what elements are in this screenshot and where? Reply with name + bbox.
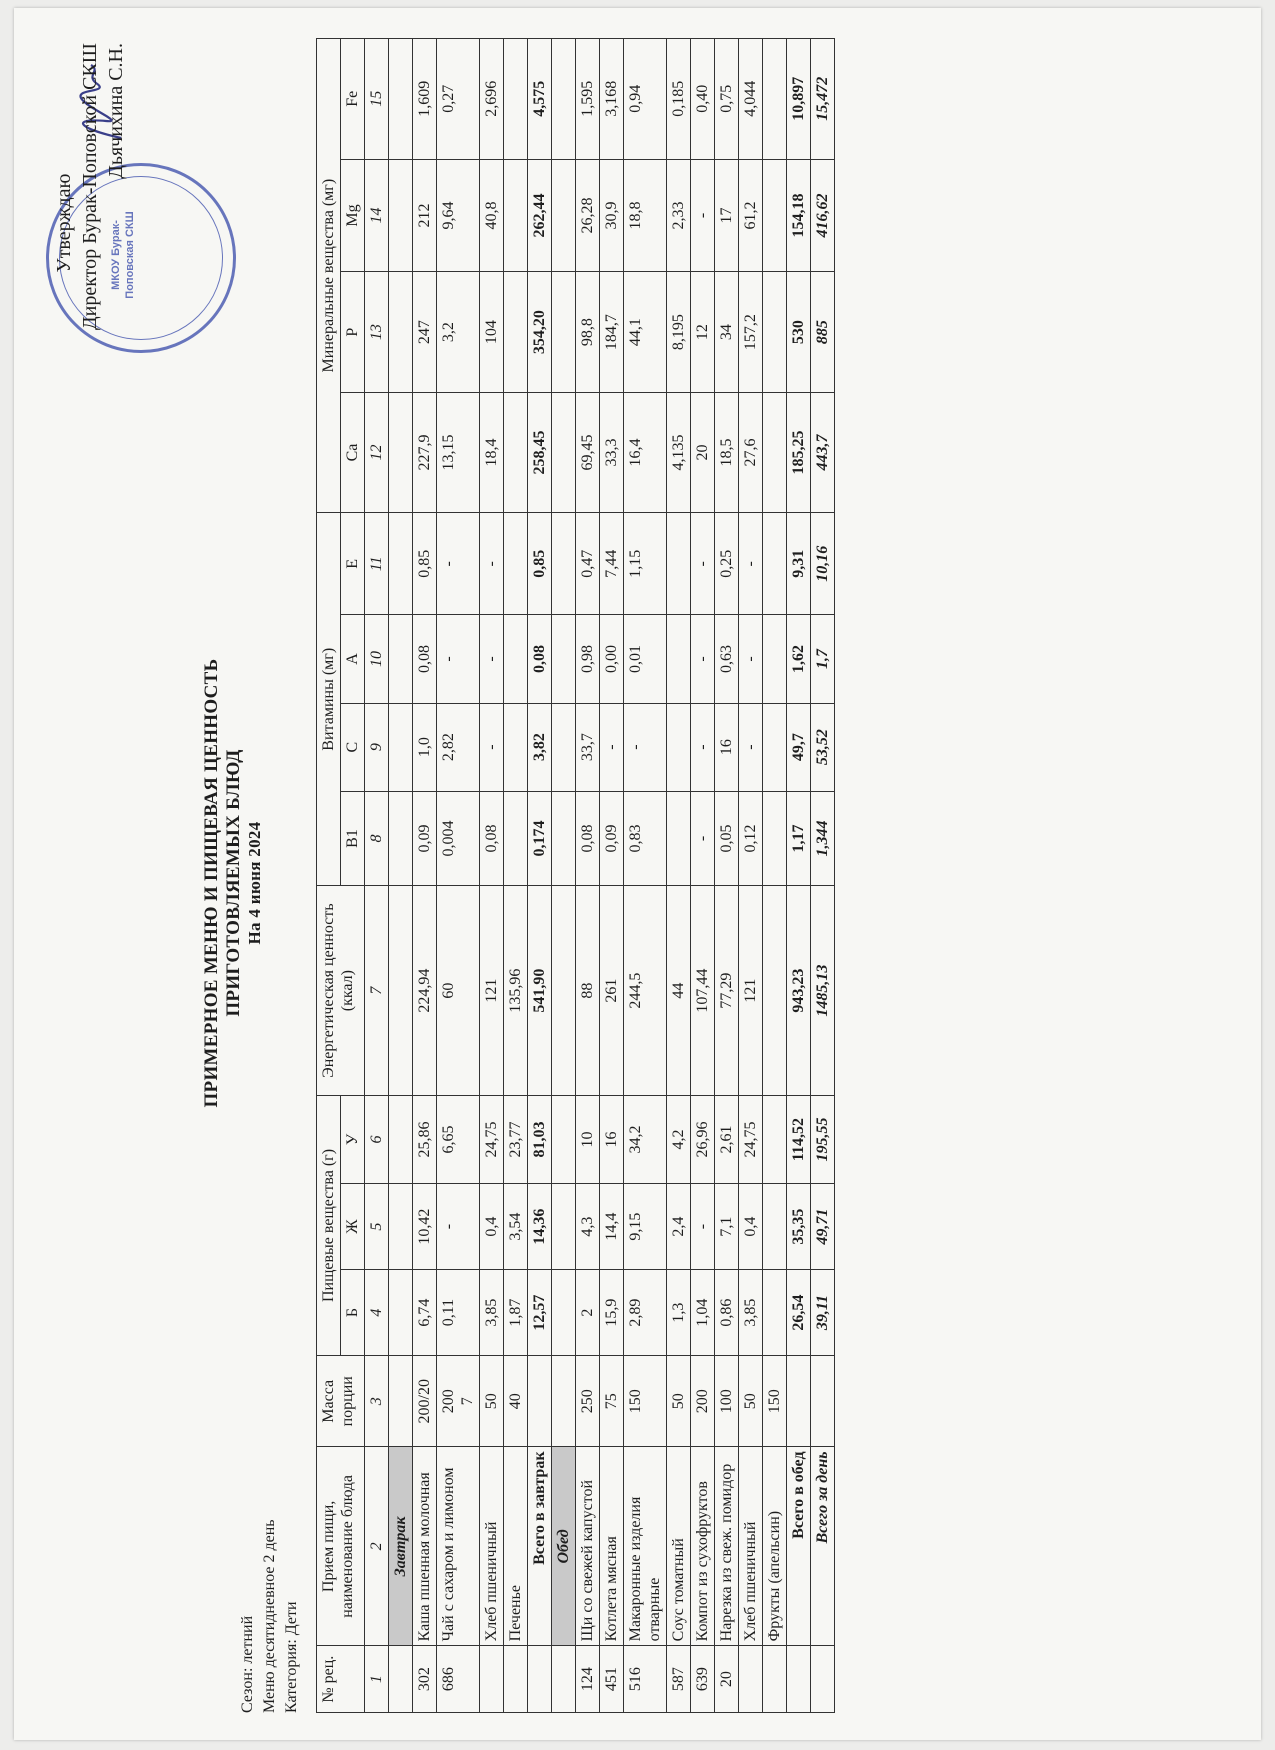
value-cell [504,791,528,886]
value-cell: 200 [691,1356,715,1447]
value-cell: 18,5 [715,392,739,512]
value-cell: 250 [576,1356,600,1447]
value-cell: - [691,791,715,886]
value-cell [667,513,691,615]
recipe-number: 516 [624,1646,667,1713]
recipe-number: 686 [437,1646,480,1713]
value-cell: 0,12 [739,791,763,886]
value-cell: 150 [624,1356,667,1447]
value-cell: 23,77 [504,1095,528,1183]
value-cell: 8,195 [667,272,691,392]
total-value: 114,52 [787,1095,811,1183]
dish-name: Котлета мясная [600,1447,624,1646]
value-cell: 2,4 [667,1184,691,1270]
header-minerals: Минеральные вещества (мг) [317,39,341,513]
total-value: 0,174 [528,791,552,886]
value-cell: - [480,513,504,615]
recipe-number [763,1646,787,1713]
value-cell: 2,33 [667,159,691,272]
section-header-row [552,39,576,1713]
value-cell: - [437,513,480,615]
header-mass: Масса порции [317,1356,365,1447]
day-total-value: 10,16 [811,513,835,615]
table-row [667,39,691,1713]
value-cell: 0,08 [413,615,437,703]
value-cell: - [691,703,715,791]
value-cell: 4,3 [576,1184,600,1270]
column-index-cell: 9 [365,703,389,791]
value-cell: 0,11 [437,1270,480,1356]
doc-date: На 4 июня 2024 [245,821,264,945]
nutrition-table [316,38,835,1713]
value-cell: 27,6 [739,392,763,512]
dish-name: Макаронные изделия отварные [624,1447,667,1646]
value-cell [763,703,787,791]
header-p: P [341,272,365,392]
value-cell: 26,28 [576,159,600,272]
value-cell: 18,8 [624,159,667,272]
value-cell [504,272,528,392]
total-label: Всего в обед [787,1447,811,1646]
value-cell: 4,2 [667,1095,691,1183]
value-cell: 0,75 [715,39,739,160]
dish-name: Каша пшенная молочная [413,1447,437,1646]
value-cell: 0,94 [624,39,667,160]
value-cell: 261 [600,886,624,1096]
recipe-number [739,1646,763,1713]
header-e: E [341,513,365,615]
section-total-row [787,39,811,1713]
value-cell: 0,08 [480,791,504,886]
value-cell: 20 [691,392,715,512]
value-cell: 0,09 [600,791,624,886]
dish-name: Фрукты (апельсин) [763,1447,787,1646]
column-index-cell: 15 [365,39,389,160]
value-cell: 244,5 [624,886,667,1096]
day-total-value: 53,52 [811,703,835,791]
value-cell: 0,4 [739,1184,763,1270]
doc-title-line1: ПРИМЕРНОЕ МЕНЮ И ПИЩЕВАЯ ЦЕННОСТЬ [201,658,222,1108]
total-value: 3,82 [528,703,552,791]
value-cell: 3,54 [504,1184,528,1270]
value-cell: 12 [691,272,715,392]
header-rec-no: № рец. [317,1646,365,1713]
value-cell: - [437,615,480,703]
value-cell: - [480,615,504,703]
day-total-value: 1,7 [811,615,835,703]
value-cell: 6,74 [413,1270,437,1356]
total-value: 1,17 [787,791,811,886]
value-cell [504,39,528,160]
value-cell: 77,29 [715,886,739,1096]
recipe-number [480,1646,504,1713]
value-cell [763,159,787,272]
value-cell: 16 [715,703,739,791]
column-index-cell: 13 [365,272,389,392]
approval-name: Дьячихина С.Н. [105,43,127,179]
value-cell [667,615,691,703]
value-cell: 227,9 [413,392,437,512]
dish-name: Компот из сухофруктов [691,1447,715,1646]
value-cell: 33,7 [576,703,600,791]
value-cell: 26,96 [691,1095,715,1183]
value-cell: 247 [413,272,437,392]
approval-block [51,43,129,403]
value-cell [504,513,528,615]
dish-name: Нарезка из свеж. помидор [715,1447,739,1646]
table-row [691,39,715,1713]
value-cell: 224,94 [413,886,437,1096]
value-cell: 4,135 [667,392,691,512]
header-meal: Прием пищи, наименование блюда [317,1447,365,1646]
value-cell: 1,0 [413,703,437,791]
table-row [715,39,739,1713]
total-value: 0,08 [528,615,552,703]
value-cell [504,392,528,512]
value-cell: 61,2 [739,159,763,272]
value-cell [763,513,787,615]
day-total-value: 1485,13 [811,886,835,1096]
value-cell: 135,96 [504,886,528,1096]
value-cell [763,1095,787,1183]
section-total-row [528,39,552,1713]
value-cell: 60 [437,886,480,1096]
column-index-cell: 12 [365,392,389,512]
value-cell: 25,86 [413,1095,437,1183]
value-cell: 3,168 [600,39,624,160]
value-cell [763,791,787,886]
table-row [504,39,528,1713]
value-cell [667,791,691,886]
value-cell: 4,044 [739,39,763,160]
value-cell: 2,696 [480,39,504,160]
value-cell: - [480,703,504,791]
value-cell: 40,8 [480,159,504,272]
total-value [528,1356,552,1447]
column-index-cell: 5 [365,1184,389,1270]
rotated-content [14,23,1246,1740]
value-cell: 3,85 [739,1270,763,1356]
value-cell [763,392,787,512]
column-index-cell: 3 [365,1356,389,1447]
day-total-value: 443,7 [811,392,835,512]
value-cell: 1,15 [624,513,667,615]
value-cell: 2,89 [624,1270,667,1356]
value-cell: 0,185 [667,39,691,160]
value-cell: 6,65 [437,1095,480,1183]
dish-name: Печенье [504,1447,528,1646]
table-row [480,39,504,1713]
value-cell: - [691,615,715,703]
column-index-cell: 11 [365,513,389,615]
total-value: 0,85 [528,513,552,615]
total-value: 258,45 [528,392,552,512]
table-row [437,39,480,1713]
value-cell: - [739,615,763,703]
total-value: 35,35 [787,1184,811,1270]
value-cell: - [691,159,715,272]
section-title: Обед [552,1447,576,1646]
column-index-cell: 1 [365,1646,389,1713]
column-index-cell: 8 [365,791,389,886]
total-value: 154,18 [787,159,811,272]
table-row [624,39,667,1713]
category-label: Категория: Дети [283,1601,300,1713]
day-total-value: 49,71 [811,1184,835,1270]
value-cell: 2 [576,1270,600,1356]
dish-name: Хлеб пшеничный [739,1447,763,1646]
header-c: C [341,703,365,791]
value-cell [504,159,528,272]
value-cell: 14,4 [600,1184,624,1270]
header-a: A [341,615,365,703]
value-cell: - [691,513,715,615]
value-cell: 7,44 [600,513,624,615]
value-cell: 69,45 [576,392,600,512]
total-value: 530 [787,272,811,392]
value-cell: - [600,703,624,791]
column-index-cell: 10 [365,615,389,703]
value-cell: 0,25 [715,513,739,615]
value-cell: 24,75 [739,1095,763,1183]
value-cell: 98,8 [576,272,600,392]
value-cell: 0,01 [624,615,667,703]
value-cell [504,615,528,703]
value-cell [763,272,787,392]
value-cell: 212 [413,159,437,272]
header-mg: Mg [341,159,365,272]
recipe-number [504,1646,528,1713]
value-cell: 9,64 [437,159,480,272]
value-cell: 0,86 [715,1270,739,1356]
dish-name: Щи со свежей капустой [576,1447,600,1646]
value-cell: 16 [600,1095,624,1183]
doc-title-line2: ПРИГОТОВЛЯЕМЫХ БЛЮД [223,749,244,1017]
header-protein: Б [341,1270,365,1356]
value-cell: 2,61 [715,1095,739,1183]
column-index-cell: 7 [365,886,389,1096]
value-cell: 3,2 [437,272,480,392]
recipe-number: 451 [600,1646,624,1713]
value-cell: 157,2 [739,272,763,392]
dish-name: Хлеб пшеничный [480,1447,504,1646]
day-total-value: 15,472 [811,39,835,160]
menu-label: Меню десятидневное 2 день [261,1519,278,1713]
value-cell: 0,98 [576,615,600,703]
value-cell: 50 [480,1356,504,1447]
value-cell: 0,27 [437,39,480,160]
total-value: 262,44 [528,159,552,272]
value-cell: 121 [480,886,504,1096]
value-cell [667,703,691,791]
value-cell [763,1270,787,1356]
table-row [739,39,763,1713]
recipe-number: 302 [413,1646,437,1713]
value-cell: 107,44 [691,886,715,1096]
value-cell: 30,9 [600,159,624,272]
value-cell: 1,87 [504,1270,528,1356]
approval-title: Утверждаю [53,173,75,273]
total-value: 10,897 [787,39,811,160]
day-total-row [811,39,835,1713]
value-cell: 150 [763,1356,787,1447]
header-carbs: У [341,1095,365,1183]
value-cell: 44,1 [624,272,667,392]
value-cell: 33,3 [600,392,624,512]
value-cell: 1,609 [413,39,437,160]
value-cell: 18,4 [480,392,504,512]
table-row [600,39,624,1713]
total-value: 12,57 [528,1270,552,1356]
value-cell: - [739,703,763,791]
value-cell: - [437,1184,480,1270]
day-total-value: 416,62 [811,159,835,272]
section-title: Завтрак [389,1447,413,1646]
value-cell: 0,63 [715,615,739,703]
value-cell: 24,75 [480,1095,504,1183]
total-value: 4,575 [528,39,552,160]
total-value: 81,03 [528,1095,552,1183]
section-header-row [389,39,413,1713]
table-row [576,39,600,1713]
value-cell: 100 [715,1356,739,1447]
value-cell: 34 [715,272,739,392]
value-cell: 88 [576,886,600,1096]
value-cell [763,615,787,703]
total-value: 943,23 [787,886,811,1096]
day-total-value [811,1356,835,1447]
value-cell: 1,595 [576,39,600,160]
column-index-cell: 14 [365,159,389,272]
value-cell: 0,85 [413,513,437,615]
total-value: 354,20 [528,272,552,392]
value-cell: 184,7 [600,272,624,392]
total-value: 9,31 [787,513,811,615]
value-cell: 3,85 [480,1270,504,1356]
total-value: 185,25 [787,392,811,512]
table-body [365,39,835,1713]
column-index-cell: 2 [365,1447,389,1646]
dish-name: Соус томатный [667,1447,691,1646]
column-index-cell: 4 [365,1270,389,1356]
value-cell: 0,09 [413,791,437,886]
value-cell: - [691,1184,715,1270]
value-cell: 121 [739,886,763,1096]
value-cell: 44 [667,886,691,1096]
value-cell: - [624,703,667,791]
recipe-number: 587 [667,1646,691,1713]
total-value [787,1356,811,1447]
dish-name: Чай с сахаром и лимоном [437,1447,480,1646]
value-cell: - [739,513,763,615]
value-cell: 9,15 [624,1184,667,1270]
total-value: 541,90 [528,886,552,1096]
day-total-value: 1,344 [811,791,835,886]
total-value: 1,62 [787,615,811,703]
value-cell: 50 [739,1356,763,1447]
day-total-value: 39,11 [811,1270,835,1356]
value-cell: 16,4 [624,392,667,512]
value-cell: 7,1 [715,1184,739,1270]
value-cell: 0,83 [624,791,667,886]
stamp-text: МКОУ Бурак-Поповская СКШ [110,211,136,299]
value-cell: 0,47 [576,513,600,615]
header-energy: Энергетическая ценность (ккал) [317,886,365,1096]
value-cell: 40 [504,1356,528,1447]
value-cell: 1,3 [667,1270,691,1356]
value-cell [763,886,787,1096]
day-total-value: 885 [811,272,835,392]
recipe-number: 20 [715,1646,739,1713]
value-cell: 13,15 [437,392,480,512]
header-fat: Ж [341,1184,365,1270]
total-label: Всего в завтрак [528,1447,552,1646]
value-cell: 200 7 [437,1356,480,1447]
value-cell: 1,04 [691,1270,715,1356]
value-cell: 2,82 [437,703,480,791]
day-total-value: 195,55 [811,1095,835,1183]
value-cell: 75 [600,1356,624,1447]
value-cell [763,39,787,160]
header-fe: Fe [341,39,365,160]
value-cell: 34,2 [624,1095,667,1183]
recipe-number: 124 [576,1646,600,1713]
header-b1: B1 [341,791,365,886]
total-value: 49,7 [787,703,811,791]
table-row [413,39,437,1713]
column-index-row [365,39,389,1713]
document-page [14,8,1261,1740]
value-cell: 10 [576,1095,600,1183]
value-cell: 0,4 [480,1184,504,1270]
value-cell: 0,05 [715,791,739,886]
header-ca: Ca [341,392,365,512]
header-nutrients: Пищевые вещества (г) [317,1095,341,1355]
value-cell: 0,004 [437,791,480,886]
value-cell: 0,40 [691,39,715,160]
value-cell: 50 [667,1356,691,1447]
value-cell: 200/20 [413,1356,437,1447]
value-cell [763,1184,787,1270]
approval-position: Директор Бурак-Поповской СКШ [79,43,101,331]
value-cell: 104 [480,272,504,392]
table-row [763,39,787,1713]
value-cell: 10,42 [413,1184,437,1270]
column-index-cell: 6 [365,1095,389,1183]
value-cell: 0,08 [576,791,600,886]
season-label: Сезон: летний [239,1615,256,1713]
header-vitamins: Витамины (мг) [317,513,341,886]
value-cell: 17 [715,159,739,272]
recipe-number: 639 [691,1646,715,1713]
day-total-label: Всего за день [811,1447,835,1646]
total-value: 26,54 [787,1270,811,1356]
total-value: 14,36 [528,1184,552,1270]
value-cell: 15,9 [600,1270,624,1356]
value-cell [504,703,528,791]
value-cell: 0,00 [600,615,624,703]
